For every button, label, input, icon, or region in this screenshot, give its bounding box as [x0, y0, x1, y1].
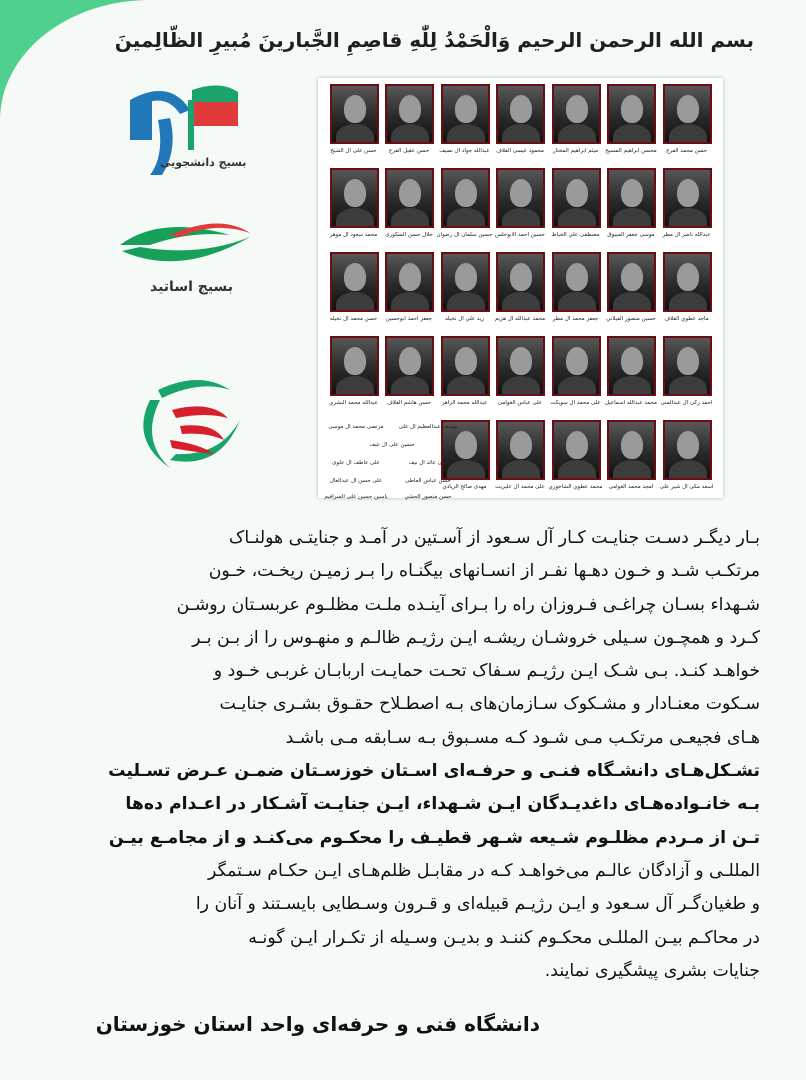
- victim-name-text: علی عاطف آل علوی: [332, 460, 380, 466]
- portrait-body: [447, 124, 485, 144]
- victim-photo: [441, 252, 490, 312]
- victim-name: عبدالله محمد الزاهر: [441, 400, 488, 406]
- portrait-head: [510, 95, 532, 123]
- statement-line: در محاکـم بیـن المللـی محکـوم کننـد و بدیـن وسـیله از تکـرار ایـن گونـه: [248, 927, 760, 948]
- statement-line: هـای فجیعـی مرتکـب مـی شـود کـه مسـبوق بـه سـابقه مـی باشـد: [285, 727, 760, 748]
- portrait-body: [447, 292, 485, 312]
- victim-photo: [330, 84, 379, 144]
- bismillah-header: بسم الله الرحمن الرحيم وَالْحَمْدُ لِلّٰهِ قاصِمِ الجَّبارینَ مُبیرِ الظّالِمینَ: [114, 28, 754, 52]
- portrait-body: [391, 208, 429, 228]
- portrait-body: [447, 376, 485, 396]
- statement-body: [48, 522, 760, 988]
- victim-name: حسن عقيل الفرج: [388, 148, 430, 154]
- statement-line: سـکوت معنـادار و مشـکوک سـازمان‌های بـه اصطـلاح حقـوق بشـری جنایـت: [219, 694, 760, 715]
- portrait-head: [621, 263, 643, 291]
- victim-photo: [441, 168, 490, 228]
- victim-photo: [330, 336, 379, 396]
- portrait-head: [677, 95, 699, 123]
- basij-asatid-caption: بسیج اساتید: [150, 279, 234, 295]
- statement-line: بـار دیگـر دسـت جنایـت کـار آل سـعود از آسـتین در آمـد و جنایتـی هولنـاک: [228, 528, 760, 548]
- victim-name: جعفر احمد ابوحسين: [385, 316, 433, 322]
- portrait-body: [502, 460, 540, 480]
- portrait-head: [566, 95, 588, 123]
- victim-photo: [496, 168, 545, 228]
- portrait-body: [391, 376, 429, 396]
- portrait-head: [621, 95, 643, 123]
- portrait-head: [455, 263, 477, 291]
- victim-name-text: یوسف عبدالعظیم آل علی: [398, 424, 458, 430]
- portrait-head: [677, 347, 699, 375]
- karamadan-emblem: [110, 360, 260, 480]
- victim-photo: [552, 252, 601, 312]
- portrait-body: [502, 292, 540, 312]
- victim-photo: [663, 84, 712, 144]
- portrait-body: [558, 292, 596, 312]
- victim-name-text: علی عائد آل نيف: [408, 460, 448, 466]
- portrait-head: [510, 263, 532, 291]
- portrait-body: [336, 292, 374, 312]
- portrait-head: [344, 179, 366, 207]
- victim-name: ماجد عطوي القلاف: [664, 316, 709, 322]
- victim-name: محمود عیسی القلاف: [496, 148, 544, 154]
- portrait-head: [677, 179, 699, 207]
- victim-name: مهدی صالح الزيادي: [442, 484, 487, 490]
- victim-photo: [552, 420, 601, 480]
- statement-line: المللـی و آزادگان عالـم می‌خواهـد کـه در مقابـل ظلم‌هـای ایـن حکـام سـتمگر: [208, 860, 760, 881]
- portrait-body: [669, 376, 707, 396]
- portrait-body: [558, 124, 596, 144]
- victim-photo: [385, 336, 434, 396]
- victim-name: محمد عطوي الشاخوري: [548, 484, 603, 490]
- victim-name: محمد سعود آل موهر: [329, 232, 378, 238]
- victim-name: عبدالله جواد آل نصيف: [439, 148, 490, 154]
- portrait-body: [558, 460, 596, 480]
- portrait-body: [613, 292, 651, 312]
- portrait-head: [455, 347, 477, 375]
- victim-photo: [663, 252, 712, 312]
- portrait-head: [621, 347, 643, 375]
- victims-photo-grid: [318, 78, 723, 498]
- portrait-head: [399, 263, 421, 291]
- victim-photo: [385, 84, 434, 144]
- victim-photo: [607, 336, 656, 396]
- portrait-body: [447, 208, 485, 228]
- victim-photo: [552, 84, 601, 144]
- portrait-body: [669, 292, 707, 312]
- portrait-body: [669, 460, 707, 480]
- portrait-head: [566, 179, 588, 207]
- victim-name: حسن علی آل الشيخ: [330, 148, 377, 154]
- statement-line: خواهـد کنـد. بـی شـک ایـن رژیـم سـفاک تحـت حمایـت اربابـان غربـی خـود و: [213, 661, 760, 682]
- victim-photo: [385, 168, 434, 228]
- portrait-body: [391, 124, 429, 144]
- portrait-head: [566, 431, 588, 459]
- victim-name: حسن محمد الفرج: [665, 148, 708, 154]
- portrait-head: [399, 347, 421, 375]
- victim-name: زيد علي آل نخيله: [444, 316, 485, 322]
- victim-photo: [607, 420, 656, 480]
- portrait-body: [502, 376, 540, 396]
- portrait-body: [558, 376, 596, 396]
- portrait-head: [621, 179, 643, 207]
- victim-name-text: مرتضی محمد آل موسی: [328, 424, 384, 430]
- victim-name: اسعد مکی آل شیر علی: [659, 484, 714, 490]
- victim-photo: [552, 336, 601, 396]
- portrait-head: [566, 263, 588, 291]
- victim-name: مصطفى علي الخياط: [551, 232, 600, 238]
- portrait-body: [336, 124, 374, 144]
- victim-name: محمد عبدالله آل هزيم: [494, 316, 546, 322]
- victim-name: علی محمد آل عليريت: [495, 484, 545, 490]
- basij-daneshjooyi-emblem: [110, 80, 260, 185]
- portrait-body: [502, 124, 540, 144]
- victim-name: حسين منصور الفيلاني: [606, 316, 656, 322]
- portrait-body: [613, 124, 651, 144]
- victim-name: حسین احمد الابوحلس: [495, 232, 545, 238]
- victim-photo: [496, 420, 545, 480]
- victim-name-text: حسن عباس العاطی: [405, 478, 451, 484]
- victim-photo: [441, 84, 490, 144]
- victim-name: حسین سلمان آل رضوان: [436, 232, 493, 238]
- statement-line: جنایات بشری پیشگیری نمایند.: [544, 960, 760, 981]
- victim-photo: [663, 336, 712, 396]
- victim-name-text: یاسین حسین علی السرافیم: [324, 494, 388, 500]
- victim-photo: [385, 252, 434, 312]
- basij-daneshjooyi-logo: [110, 80, 260, 185]
- portrait-head: [344, 95, 366, 123]
- portrait-head: [344, 263, 366, 291]
- statement-line: و طغیان‌گـر آل سـعود و ایـن رژیـم قبیله‌ای و قـرون وسـطایی بایسـتند و آنان را: [195, 894, 760, 915]
- basij-daneshjooyi-caption: بسیج دانشجویی: [160, 156, 247, 169]
- portrait-body: [391, 292, 429, 312]
- portrait-body: [502, 208, 540, 228]
- statement-line: تشـکل‌هـای دانشـگاه فنـی و حرفـه‌ای اسـتان خوزسـتان ضمـن عـرض تسـلیت: [108, 761, 760, 782]
- victim-name: امجد محمد الغوامی: [608, 484, 654, 490]
- portrait-head: [677, 263, 699, 291]
- victim-name: جعفر محمد آل مطر: [552, 316, 599, 322]
- statement-line: تـن از مـردم مظلـوم شـیعه شـهر قطیـف را محکـوم می‌کنـد و از مجامـع بیـن: [108, 827, 760, 848]
- victim-photo: [607, 252, 656, 312]
- portrait-body: [613, 208, 651, 228]
- portrait-body: [613, 460, 651, 480]
- portrait-body: [669, 208, 707, 228]
- portrait-head: [510, 431, 532, 459]
- victim-photo: [330, 168, 379, 228]
- basij-asatid-logo: [110, 215, 260, 295]
- victim-photo: [663, 420, 712, 480]
- victim-name: حسن هاشم القلاف: [387, 400, 431, 406]
- victim-name-text: حسن منصور الحشي: [404, 494, 452, 500]
- portrait-head: [566, 347, 588, 375]
- portrait-head: [621, 431, 643, 459]
- portrait-head: [399, 95, 421, 123]
- victim-name: محمد عبدالله اسماعیل: [605, 400, 657, 406]
- victim-photo: [496, 84, 545, 144]
- portrait-body: [558, 208, 596, 228]
- victim-photo: [607, 84, 656, 144]
- portrait-head: [399, 179, 421, 207]
- karamadan-logo: [110, 360, 260, 480]
- victim-name: محسن ابراهيم المسيح: [605, 148, 657, 154]
- basij-asatid-emblem: [110, 215, 260, 285]
- portrait-head: [677, 431, 699, 459]
- victim-name-text: علی حسن آل عبدالعال: [329, 478, 383, 484]
- signature: دانشگاه فنی و حرفه‌ای واحد استان خوزستان: [95, 1012, 540, 1036]
- portrait-head: [455, 431, 477, 459]
- statement-line: کـرد و همچـون سـیلی خروشـان ریشـه ایـن رژیـم ظالـم و منهـوس را از بـن بـر: [192, 627, 760, 648]
- victim-name: جلال حسن السکوری: [385, 232, 433, 238]
- statement-line: مرتکـب شـد و خـون دهـها نفـر از انسـانهای بیگنـاه را بـر زمیـن ریخـت، خـون: [208, 561, 760, 582]
- portrait-head: [455, 95, 477, 123]
- victim-name: عبدالله ناصر آل مطر: [662, 232, 711, 238]
- victim-photo: [663, 168, 712, 228]
- victim-name: عبدالله محمد البشري: [329, 400, 378, 406]
- victim-photo: [607, 168, 656, 228]
- portrait-body: [669, 124, 707, 144]
- portrait-head: [510, 179, 532, 207]
- victim-photo: [496, 252, 545, 312]
- victim-name: علی عباس الغوامی: [497, 400, 543, 406]
- victim-name: علی محمد آل سویکت: [550, 400, 601, 406]
- victim-photo: [496, 336, 545, 396]
- victim-photo: [330, 252, 379, 312]
- victim-name-text: حسین علی آل عیف: [369, 442, 415, 448]
- victim-name: موسى جعفر المبيوق: [607, 232, 655, 238]
- portrait-head: [455, 179, 477, 207]
- portrait-body: [336, 376, 374, 396]
- victim-name: ميثم ابراهيم المختار: [552, 148, 599, 154]
- victim-photo: [441, 336, 490, 396]
- victim-name: حسن محمد آل نخيله: [329, 316, 378, 322]
- portrait-head: [510, 347, 532, 375]
- victim-name: احمد زکی آل عبدالمنی: [660, 400, 713, 406]
- victim-photo: [552, 168, 601, 228]
- portrait-body: [336, 208, 374, 228]
- statement-line: بـه خانـواده‌هـای داغدیـدگان ایـن شـهداء، ایـن جنایـت آشـکار در اعـدام ده‌ها: [125, 794, 760, 815]
- portrait-head: [344, 347, 366, 375]
- portrait-body: [613, 376, 651, 396]
- statement-line: شـهداء بسـان چراغـی فـروزان راه را بـرای آینـده ملـت مظلـوم عربسـتان روشـن: [176, 594, 760, 615]
